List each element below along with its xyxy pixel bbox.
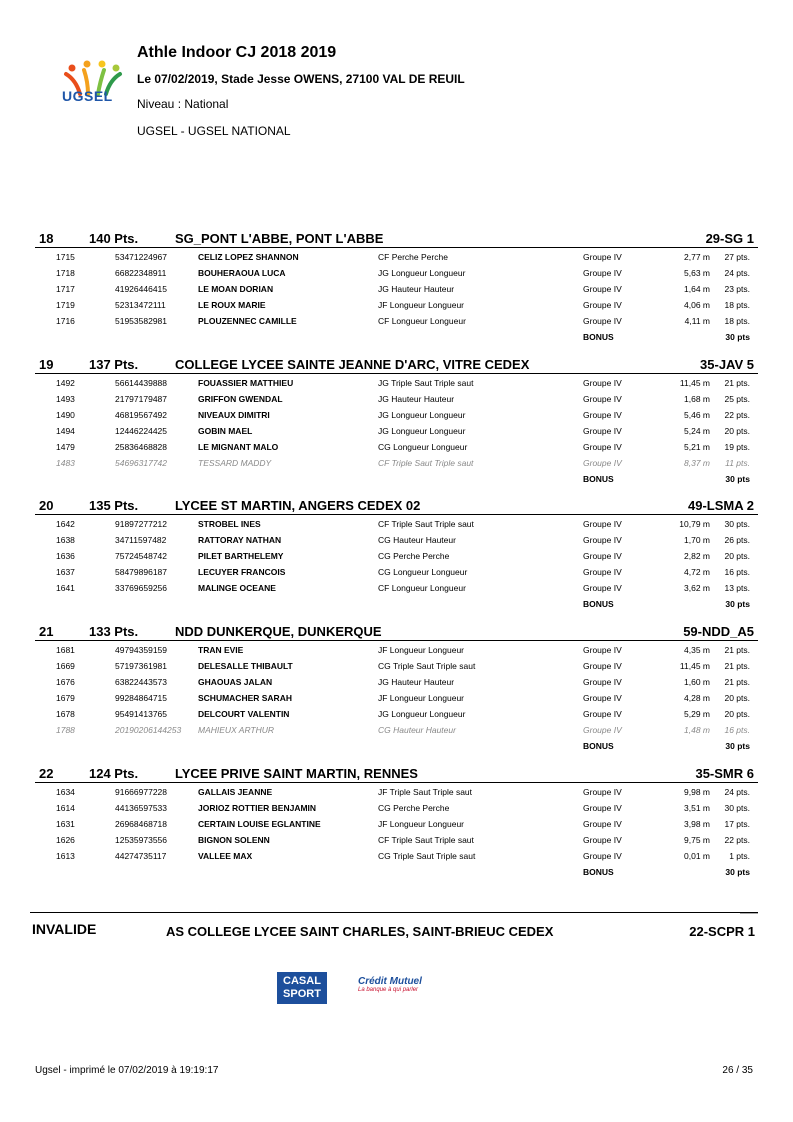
points: 26 pts. xyxy=(724,535,750,545)
performance: 2,77 m xyxy=(684,252,710,262)
team-header xyxy=(35,765,758,783)
license-number: 12535973556 xyxy=(115,835,168,845)
group-name: Groupe IV xyxy=(583,645,622,655)
team-name: LYCEE ST MARTIN, ANGERS CEDEX 02 xyxy=(175,498,421,513)
event-name: CG Hauteur Hauteur xyxy=(378,725,456,735)
points: 24 pts. xyxy=(724,787,750,797)
group-name: Groupe IV xyxy=(583,300,622,310)
event-level: Niveau : National xyxy=(137,97,229,111)
bonus-row xyxy=(35,863,758,879)
performance: 1,64 m xyxy=(684,284,710,294)
event-name: JG Triple Saut Triple saut xyxy=(378,378,474,388)
athlete-name: LE ROUX MARIE xyxy=(198,300,266,310)
team-name: SG_PONT L'ABBE, PONT L'ABBE xyxy=(175,231,384,246)
team-block xyxy=(35,765,758,879)
event-name: JF Longueur Longueur xyxy=(378,819,465,829)
bib-number: 1483 xyxy=(56,458,75,468)
performance: 4,72 m xyxy=(684,567,710,577)
group-name: Groupe IV xyxy=(583,426,622,436)
license-number: 57197361981 xyxy=(115,661,168,671)
team-header xyxy=(35,623,758,641)
result-row xyxy=(35,454,758,470)
points: 22 pts. xyxy=(724,835,750,845)
event-name: CF Longueur Longueur xyxy=(378,316,466,326)
group-name: Groupe IV xyxy=(583,410,622,420)
result-row xyxy=(35,705,758,721)
team-rank: 18 xyxy=(39,231,54,246)
credit-mutuel-name: Crédit Mutuel xyxy=(358,976,422,987)
points: 22 pts. xyxy=(724,410,750,420)
bib-number: 1681 xyxy=(56,645,75,655)
performance: 1,68 m xyxy=(684,394,710,404)
event-date-location: Le 07/02/2019, Stade Jesse OWENS, 27100 VAL DE REUIL xyxy=(137,72,465,86)
result-row xyxy=(35,296,758,312)
team-code: 35-JAV 5 xyxy=(700,357,754,372)
athlete-name: TRAN EVIE xyxy=(198,645,244,655)
athlete-name: GRIFFON GWENDAL xyxy=(198,394,283,404)
bib-number: 1490 xyxy=(56,410,75,420)
event-name: CF Triple Saut Triple saut xyxy=(378,458,474,468)
bonus-points: 30 pts xyxy=(725,599,750,609)
performance: 11,45 m xyxy=(679,378,710,388)
points: 18 pts. xyxy=(724,316,750,326)
points: 19 pts. xyxy=(724,442,750,452)
team-code: 49-LSMA 2 xyxy=(688,498,754,513)
group-name: Groupe IV xyxy=(583,394,622,404)
athlete-name: RATTORAY NATHAN xyxy=(198,535,282,545)
license-number: 63822443573 xyxy=(115,677,168,687)
bonus-row xyxy=(35,595,758,611)
event-name: CG Triple Saut Triple saut xyxy=(378,661,476,671)
points: 27 pts. xyxy=(724,252,750,262)
group-name: Groupe IV xyxy=(583,535,622,545)
points: 16 pts. xyxy=(724,725,750,735)
points: 16 pts. xyxy=(724,567,750,577)
license-number: 25836468828 xyxy=(115,442,168,452)
points: 25 pts. xyxy=(724,394,750,404)
bib-number: 1614 xyxy=(56,803,75,813)
group-name: Groupe IV xyxy=(583,725,622,735)
logo-text: UGSEL xyxy=(62,88,113,104)
result-row xyxy=(35,579,758,595)
athlete-name: TESSARD MADDY xyxy=(198,458,272,468)
points: 17 pts. xyxy=(724,819,750,829)
group-name: Groupe IV xyxy=(583,252,622,262)
team-points: 140 Pts. xyxy=(89,231,139,246)
invalid-team-name: AS COLLEGE LYCEE SAINT CHARLES, SAINT-BRIEUC CEDEX xyxy=(166,924,554,939)
event-name: CF Triple Saut Triple saut xyxy=(378,519,474,529)
bib-number: 1788 xyxy=(56,725,75,735)
result-row xyxy=(35,799,758,815)
athlete-name: LE MIGNANT MALO xyxy=(198,442,279,452)
license-number: 91897277212 xyxy=(115,519,168,529)
points: 20 pts. xyxy=(724,551,750,561)
team-points: 124 Pts. xyxy=(89,766,139,781)
performance: 10,79 m xyxy=(679,519,710,529)
points: 21 pts. xyxy=(724,677,750,687)
license-number: 12446224425 xyxy=(115,426,168,436)
performance: 2,82 m xyxy=(684,551,710,561)
result-row xyxy=(35,248,758,264)
result-row xyxy=(35,422,758,438)
result-row xyxy=(35,374,758,390)
event-name: CG Perche Perche xyxy=(378,551,450,561)
license-number: 75724548742 xyxy=(115,551,168,561)
performance: 4,11 m xyxy=(684,316,710,326)
bib-number: 1716 xyxy=(56,316,75,326)
result-row xyxy=(35,831,758,847)
performance: 1,48 m xyxy=(684,725,710,735)
result-row xyxy=(35,721,758,737)
group-name: Groupe IV xyxy=(583,378,622,388)
bib-number: 1492 xyxy=(56,378,75,388)
license-number: 26968468718 xyxy=(115,819,168,829)
result-row xyxy=(35,657,758,673)
page-title: Athle Indoor CJ 2018 2019 xyxy=(137,44,337,61)
athlete-name: FOUASSIER MATTHIEU xyxy=(198,378,294,388)
bib-number: 1679 xyxy=(56,693,75,703)
bonus-points: 30 pts xyxy=(725,741,750,751)
group-name: Groupe IV xyxy=(583,835,622,845)
athlete-name: GOBIN MAEL xyxy=(198,426,253,436)
result-row xyxy=(35,406,758,422)
divider xyxy=(740,913,758,914)
group-name: Groupe IV xyxy=(583,458,622,468)
performance: 9,98 m xyxy=(684,787,710,797)
team-points: 137 Pts. xyxy=(89,357,139,372)
team-points: 135 Pts. xyxy=(89,498,139,513)
points: 11 pts. xyxy=(725,458,750,468)
team-code: 29-SG 1 xyxy=(705,231,754,246)
result-row xyxy=(35,641,758,657)
performance: 5,24 m xyxy=(684,426,710,436)
group-name: Groupe IV xyxy=(583,819,622,829)
bonus-row xyxy=(35,470,758,486)
result-row xyxy=(35,515,758,531)
casal-line2: SPORT xyxy=(283,988,321,1000)
invalid-team-code: 22-SCPR 1 xyxy=(689,924,755,939)
license-number: 33769659256 xyxy=(115,583,168,593)
license-number: 91666977228 xyxy=(115,787,168,797)
event-name: CF Longueur Longueur xyxy=(378,583,466,593)
group-name: Groupe IV xyxy=(583,583,622,593)
result-row xyxy=(35,280,758,296)
event-name: JG Hauteur Hauteur xyxy=(378,284,455,294)
group-name: Groupe IV xyxy=(583,551,622,561)
team-block xyxy=(35,497,758,611)
event-name: JG Longueur Longueur xyxy=(378,426,466,436)
performance: 3,62 m xyxy=(684,583,710,593)
group-name: Groupe IV xyxy=(583,519,622,529)
result-row xyxy=(35,783,758,799)
group-name: Groupe IV xyxy=(583,316,622,326)
points: 20 pts. xyxy=(724,693,750,703)
team-rank: 20 xyxy=(39,498,54,513)
event-name: JG Longueur Longueur xyxy=(378,410,466,420)
license-number: 51953582981 xyxy=(115,316,168,326)
result-row xyxy=(35,390,758,406)
bib-number: 1641 xyxy=(56,583,75,593)
credit-mutuel-slogan: La banque à qui parler xyxy=(358,987,419,993)
performance: 5,46 m xyxy=(684,410,710,420)
license-number: 66822348911 xyxy=(115,268,167,278)
bib-number: 1638 xyxy=(56,535,75,545)
athlete-name: VALLEE MAX xyxy=(198,851,253,861)
team-header xyxy=(35,497,758,515)
event-name: JG Longueur Longueur xyxy=(378,268,466,278)
athlete-name: STROBEL INES xyxy=(198,519,261,529)
athlete-name: CELIZ LOPEZ SHANNON xyxy=(198,252,299,262)
performance: 0,01 m xyxy=(684,851,710,861)
event-organizer: UGSEL - UGSEL NATIONAL xyxy=(137,124,291,138)
bib-number: 1631 xyxy=(56,819,75,829)
bib-number: 1637 xyxy=(56,567,75,577)
event-name: CG Longueur Longueur xyxy=(378,442,468,452)
bib-number: 1678 xyxy=(56,709,75,719)
casal-sport-logo xyxy=(277,972,327,1004)
performance: 4,06 m xyxy=(684,300,710,310)
bib-number: 1479 xyxy=(56,442,75,452)
credit-mutuel-logo xyxy=(358,976,438,1000)
athlete-name: SCHUMACHER SARAH xyxy=(198,693,292,703)
team-block xyxy=(35,623,758,753)
performance: 5,63 m xyxy=(684,268,710,278)
result-row xyxy=(35,815,758,831)
athlete-name: GHAOUAS JALAN xyxy=(198,677,273,687)
group-name: Groupe IV xyxy=(583,567,622,577)
event-name: JF Longueur Longueur xyxy=(378,645,465,655)
license-number: 34711597482 xyxy=(115,535,167,545)
bonus-label: BONUS xyxy=(583,332,614,342)
license-number: 99284864715 xyxy=(115,693,168,703)
athlete-name: LE MOAN DORIAN xyxy=(198,284,274,294)
team-rank: 22 xyxy=(39,766,54,781)
bib-number: 1636 xyxy=(56,551,75,561)
group-name: Groupe IV xyxy=(583,442,622,452)
performance: 3,98 m xyxy=(684,819,710,829)
bib-number: 1715 xyxy=(56,252,75,262)
invalid-label: INVALIDE xyxy=(32,921,97,937)
group-name: Groupe IV xyxy=(583,661,622,671)
divider xyxy=(30,912,758,913)
points: 23 pts. xyxy=(724,284,750,294)
event-name: CG Triple Saut Triple saut xyxy=(378,851,476,861)
team-block xyxy=(35,230,758,344)
athlete-name: BOUHERAOUA LUCA xyxy=(198,268,286,278)
team-rank: 19 xyxy=(39,357,54,372)
athlete-name: CERTAIN LOUISE EGLANTINE xyxy=(198,819,321,829)
bib-number: 1717 xyxy=(56,284,75,294)
event-name: JG Longueur Longueur xyxy=(378,709,466,719)
event-name: CG Longueur Longueur xyxy=(378,567,468,577)
athlete-name: MALINGE OCEANE xyxy=(198,583,276,593)
group-name: Groupe IV xyxy=(583,268,622,278)
athlete-name: LECUYER FRANCOIS xyxy=(198,567,286,577)
performance: 4,35 m xyxy=(684,645,710,655)
team-name: COLLEGE LYCEE SAINTE JEANNE D'ARC, VITRE CEDEX xyxy=(175,357,530,372)
bib-number: 1669 xyxy=(56,661,75,671)
casal-line1: CASAL xyxy=(283,975,321,987)
bib-number: 1719 xyxy=(56,300,75,310)
bonus-label: BONUS xyxy=(583,474,614,484)
bib-number: 1642 xyxy=(56,519,75,529)
event-name: CF Triple Saut Triple saut xyxy=(378,835,474,845)
bonus-row xyxy=(35,737,758,753)
license-number: 53471224967 xyxy=(115,252,168,262)
performance: 1,60 m xyxy=(684,677,710,687)
team-rank: 21 xyxy=(39,624,54,639)
points: 20 pts. xyxy=(724,709,750,719)
bib-number: 1493 xyxy=(56,394,75,404)
result-row xyxy=(35,563,758,579)
performance: 11,45 m xyxy=(679,661,710,671)
performance: 3,51 m xyxy=(684,803,710,813)
athlete-name: MAHIEUX ARTHUR xyxy=(198,725,275,735)
event-name: JG Hauteur Hauteur xyxy=(378,394,455,404)
license-number: 21797179487 xyxy=(115,394,168,404)
performance: 5,21 m xyxy=(684,442,710,452)
bib-number: 1626 xyxy=(56,835,75,845)
points: 13 pts. xyxy=(724,583,750,593)
result-row xyxy=(35,689,758,705)
athlete-name: BIGNON SOLENN xyxy=(198,835,270,845)
group-name: Groupe IV xyxy=(583,787,622,797)
team-points: 133 Pts. xyxy=(89,624,139,639)
result-row xyxy=(35,673,758,689)
team-code: 35-SMR 6 xyxy=(695,766,754,781)
bonus-points: 30 pts xyxy=(725,332,750,342)
bib-number: 1634 xyxy=(56,787,75,797)
team-header xyxy=(35,230,758,248)
performance: 5,29 m xyxy=(684,709,710,719)
event-name: JF Triple Saut Triple saut xyxy=(378,787,473,797)
bonus-points: 30 pts xyxy=(725,474,750,484)
license-number: 95491413765 xyxy=(115,709,168,719)
license-number: 46819567492 xyxy=(115,410,168,420)
athlete-name: PLOUZENNEC CAMILLE xyxy=(198,316,297,326)
team-name: LYCEE PRIVE SAINT MARTIN, RENNES xyxy=(175,766,418,781)
athlete-name: DELESALLE THIBAULT xyxy=(198,661,293,671)
athlete-name: NIVEAUX DIMITRI xyxy=(198,410,270,420)
points: 18 pts. xyxy=(724,300,750,310)
result-row xyxy=(35,547,758,563)
bonus-row xyxy=(35,328,758,344)
team-block xyxy=(35,356,758,486)
event-name: JG Hauteur Hauteur xyxy=(378,677,455,687)
group-name: Groupe IV xyxy=(583,709,622,719)
license-number: 54696317742 xyxy=(115,458,168,468)
team-name: NDD DUNKERQUE, DUNKERQUE xyxy=(175,624,382,639)
group-name: Groupe IV xyxy=(583,284,622,294)
license-number: 58479896187 xyxy=(115,567,168,577)
performance: 4,28 m xyxy=(684,693,710,703)
license-number: 20190206144253 xyxy=(115,725,182,735)
athlete-name: DELCOURT VALENTIN xyxy=(198,709,290,719)
team-header xyxy=(35,356,758,374)
license-number: 44136597533 xyxy=(115,803,168,813)
page-number: 26 / 35 xyxy=(722,1065,753,1076)
athlete-name: JORIOZ ROTTIER BENJAMIN xyxy=(198,803,317,813)
group-name: Groupe IV xyxy=(583,693,622,703)
team-code: 59-NDD_A5 xyxy=(683,624,754,639)
license-number: 56614439888 xyxy=(115,378,168,388)
points: 21 pts. xyxy=(724,378,750,388)
result-row xyxy=(35,438,758,454)
event-name: JF Longueur Longueur xyxy=(378,693,465,703)
result-row xyxy=(35,312,758,328)
athlete-name: PILET BARTHELEMY xyxy=(198,551,284,561)
performance: 8,37 m xyxy=(684,458,710,468)
result-row xyxy=(35,264,758,280)
bonus-label: BONUS xyxy=(583,599,614,609)
bib-number: 1676 xyxy=(56,677,75,687)
points: 24 pts. xyxy=(724,268,750,278)
license-number: 44274735117 xyxy=(115,851,167,861)
license-number: 41926446415 xyxy=(115,284,168,294)
event-name: CF Perche Perche xyxy=(378,252,448,262)
license-number: 49794359159 xyxy=(115,645,168,655)
bib-number: 1718 xyxy=(56,268,75,278)
points: 20 pts. xyxy=(724,426,750,436)
points: 1 pts. xyxy=(729,851,750,861)
event-name: CG Hauteur Hauteur xyxy=(378,535,456,545)
event-name: CG Perche Perche xyxy=(378,803,450,813)
bonus-label: BONUS xyxy=(583,867,614,877)
print-timestamp: Ugsel - imprimé le 07/02/2019 à 19:19:17 xyxy=(35,1065,219,1076)
result-row xyxy=(35,531,758,547)
points: 21 pts. xyxy=(724,661,750,671)
result-row xyxy=(35,847,758,863)
group-name: Groupe IV xyxy=(583,677,622,687)
athlete-name: GALLAIS JEANNE xyxy=(198,787,273,797)
points: 30 pts. xyxy=(724,803,750,813)
bib-number: 1494 xyxy=(56,426,75,436)
group-name: Groupe IV xyxy=(583,803,622,813)
event-name: JF Longueur Longueur xyxy=(378,300,465,310)
license-number: 52313472111 xyxy=(115,300,166,310)
performance: 9,75 m xyxy=(684,835,710,845)
performance: 1,70 m xyxy=(684,535,710,545)
points: 21 pts. xyxy=(724,645,750,655)
points: 30 pts. xyxy=(724,519,750,529)
bonus-points: 30 pts xyxy=(725,867,750,877)
bib-number: 1613 xyxy=(56,851,75,861)
bonus-label: BONUS xyxy=(583,741,614,751)
group-name: Groupe IV xyxy=(583,851,622,861)
